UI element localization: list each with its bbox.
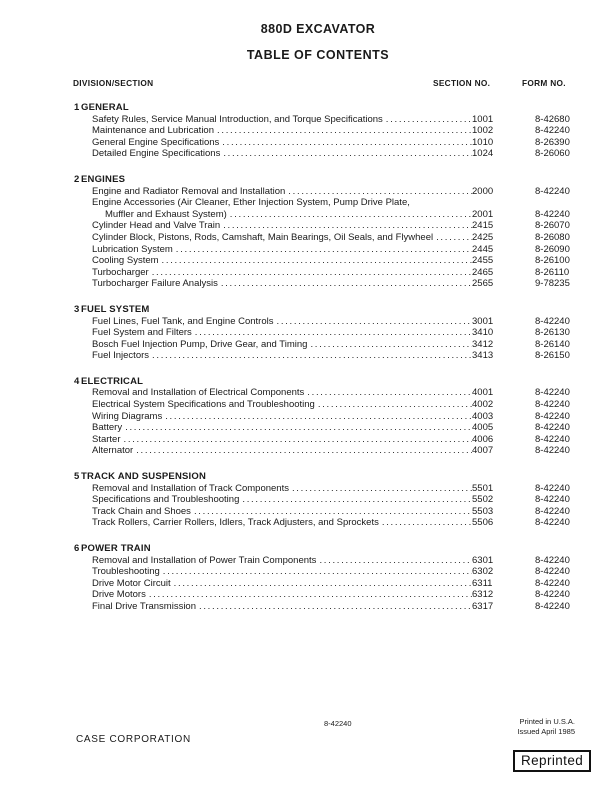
dot-leader [315,399,472,411]
entry-form-no: 8-42240 [535,125,570,137]
entry-form-no: 8-42240 [535,482,570,494]
entry-form-no: 8-42240 [535,410,570,422]
entry-form-no: 8-26090 [535,243,570,255]
division-number: 3 [74,303,80,315]
entry-title: Turbocharger Failure Analysis [92,278,218,290]
entry-title: Safety Rules, Service Manual Introduction, and Torque Specifications [92,113,383,125]
dot-leader [433,232,472,244]
entry-section-no: 4006 [472,433,494,445]
toc-row [63,434,573,446]
toc-row [63,232,573,244]
entry-section-no: 5506 [472,517,494,529]
entry-title: Maintenance and Lubrication [92,125,215,137]
dot-leader [171,578,472,590]
toc-row [63,411,573,423]
toc-row [63,316,573,328]
division-number: 2 [74,173,80,185]
dot-leader [383,114,472,126]
column-header-division: DIVISION/SECTION [73,78,154,88]
entry-section-no: 1024 [472,148,494,160]
dot-leader [160,566,472,578]
dot-leader [192,327,472,339]
entry-form-no: 8-42240 [535,315,570,327]
toc-row [63,601,573,613]
entry-title: Engine Accessories (Air Cleaner, Ether Injection System, Pump Drive Plate, [92,197,410,209]
entry-section-no: 5503 [472,505,494,517]
entry-section-no: 2445 [472,243,494,255]
division-heading [63,174,573,186]
toc-row [63,387,573,399]
entry-form-no: 8-42240 [535,577,570,589]
toc-section-track-suspension [63,471,573,529]
dot-leader [162,411,472,423]
entry-title: Alternator [92,445,134,457]
toc-section-engines [63,174,573,290]
entry-section-no: 5501 [472,482,494,494]
issued-date: Issued April 1985 [517,727,575,736]
entry-title: Starter [92,433,121,445]
division-number: 4 [74,375,80,387]
dot-leader [196,601,472,613]
entry-form-no: 8-42240 [535,494,570,506]
toc-row [63,137,573,149]
entry-title: Electrical System Specifications and Troubleshooting [92,399,315,411]
toc-row [63,494,573,506]
division-title: POWER TRAIN [81,543,151,554]
entry-section-no: 6317 [472,600,494,612]
entry-form-no: 8-42240 [535,589,570,601]
toc-row [63,445,573,457]
toc-section-electrical [63,376,573,457]
dot-leader [121,434,472,446]
entry-form-no: 8-42240 [535,517,570,529]
entry-title: Lubrication System [92,243,173,255]
entry-form-no: 8-42240 [535,208,570,220]
dot-leader [219,137,472,149]
entry-section-no: 6302 [472,566,494,578]
column-header-section-no: SECTION NO. [433,78,491,88]
division-title: ELECTRICAL [81,375,144,387]
entry-title: Cooling System [92,255,159,267]
entry-title-continued: Muffler and Exhaust System) [105,208,227,220]
toc-row [63,278,573,290]
toc-row [63,555,573,567]
page-subtitle: TABLE OF CONTENTS [246,48,390,62]
page-title: 880D EXCAVATOR [260,22,376,36]
division-heading [63,543,573,555]
entry-section-no: 6301 [472,554,494,566]
entry-title: Removal and Installation of Power Train Components [92,554,317,566]
entry-form-no: 8-26150 [535,350,570,362]
entry-section-no: 2001 [472,208,494,220]
entry-title: Bosch Fuel Injection Pump, Drive Gear, and Timing [92,338,308,350]
dot-leader [220,220,472,232]
division-heading [63,304,573,316]
entry-form-no: 8-42240 [535,387,570,399]
entry-section-no: 4001 [472,387,494,399]
dot-leader [289,483,472,495]
toc-row [63,422,573,434]
toc-section-general [63,102,573,160]
entry-form-no: 8-42240 [535,433,570,445]
dot-leader [159,255,472,267]
entry-title: Detailed Engine Specifications [92,148,221,160]
entry-form-no: 8-26070 [535,220,570,232]
entry-section-no: 3001 [472,315,494,327]
entry-title: Track Chain and Shoes [92,505,191,517]
toc-row [63,566,573,578]
toc-row [63,578,573,590]
toc-row [63,483,573,495]
entry-section-no: 4003 [472,410,494,422]
division-title: FUEL SYSTEM [81,303,150,315]
entry-title: Fuel Injectors [92,350,150,362]
toc-section-power-train [63,543,573,613]
entry-form-no: 8-26390 [535,136,570,148]
entry-title: Engine and Radiator Removal and Installation [92,185,286,197]
entry-title: Wiring Diagrams [92,410,163,422]
entry-title: Specifications and Troubleshooting [92,494,240,506]
toc-row [63,506,573,518]
entry-title: Cylinder Block, Pistons, Rods, Camshaft, Main Bearings, Oil Seals, and Flywheel [92,231,434,243]
division-heading [63,471,573,483]
dot-leader [285,186,472,198]
entry-section-no: 4007 [472,445,494,457]
toc-section-fuel-system [63,304,573,362]
entry-form-no: 8-26140 [535,338,570,350]
entry-section-no: 3412 [472,338,494,350]
entry-title: Troubleshooting [92,566,160,578]
toc-row [63,399,573,411]
toc-row [63,186,573,198]
dot-leader [307,339,472,351]
dot-leader [146,589,472,601]
entry-title: Turbocharger [92,266,149,278]
entry-section-no: 1010 [472,136,494,148]
division-title: ENGINES [81,173,126,185]
entry-section-no: 2565 [472,278,494,290]
toc-row-wrapped-line1 [63,197,573,209]
division-title: GENERAL [81,102,129,113]
entry-form-no: 9-78235 [535,278,570,290]
division-heading [63,376,573,388]
dot-leader [227,209,472,221]
dot-leader [274,316,473,328]
entry-title: Removal and Installation of Track Components [92,482,289,494]
toc-row [63,327,573,339]
toc-row [63,339,573,351]
toc-row [63,255,573,267]
division-number: 6 [74,543,80,554]
entry-section-no: 2455 [472,255,494,267]
entry-section-no: 2415 [472,220,494,232]
entry-section-no: 1002 [472,125,494,137]
entry-form-no: 8-42240 [535,445,570,457]
entry-section-no: 2425 [472,231,494,243]
toc-row [63,589,573,601]
entry-form-no: 8-26110 [535,266,570,278]
entry-title: Fuel System and Filters [92,327,192,339]
entry-form-no: 8-26130 [535,327,570,339]
entry-form-no: 8-42240 [535,554,570,566]
reprinted-stamp: Reprinted [513,750,591,772]
toc-row [63,114,573,126]
dot-leader [239,494,472,506]
company-name: CASE CORPORATION [76,734,191,745]
entry-title: Drive Motors [92,589,146,601]
entry-form-no: 8-42240 [535,566,570,578]
entry-form-no: 8-26060 [535,148,570,160]
dot-leader [133,445,472,457]
dot-leader [214,125,472,137]
entry-section-no: 3413 [472,350,494,362]
entry-title: Cylinder Head and Valve Train [92,220,221,232]
entry-section-no: 6312 [472,589,494,601]
entry-title: Fuel Lines, Fuel Tank, and Engine Controls [92,315,274,327]
dot-leader [220,148,472,160]
entry-title: Removal and Installation of Electrical Components [92,387,305,399]
entry-title: Final Drive Transmission [92,600,196,612]
dot-leader [304,387,472,399]
entry-form-no: 8-42240 [535,422,570,434]
toc-row [63,350,573,362]
entry-form-no: 8-26100 [535,255,570,267]
entry-form-no: 8-42240 [535,399,570,411]
entry-section-no: 3410 [472,327,494,339]
dot-leader [191,506,472,518]
toc-row [63,220,573,232]
toc-row [63,125,573,137]
division-title: TRACK AND SUSPENSION [81,471,207,483]
footer-print-info [517,717,575,737]
footer-form-number: 8-42240 [324,719,352,728]
dot-leader [122,422,472,434]
entry-form-no: 8-42680 [535,113,570,125]
entry-section-no: 6311 [472,577,493,589]
dot-leader [149,350,472,362]
toc-row-wrapped-line2 [63,209,573,221]
entry-section-no: 2465 [472,266,494,278]
entry-section-no: 4002 [472,399,494,411]
entry-title: Drive Motor Circuit [92,577,171,589]
entry-section-no: 4005 [472,422,494,434]
column-header-form-no: FORM NO. [522,78,566,88]
entry-section-no: 5502 [472,494,494,506]
toc-row [63,267,573,279]
dot-leader [149,267,472,279]
division-number: 5 [74,471,80,483]
division-heading [63,102,573,114]
entry-form-no: 8-42240 [535,600,570,612]
column-headers [63,78,573,88]
dot-leader [173,244,472,256]
toc-content [63,22,573,613]
division-number: 1 [74,102,80,113]
dot-leader [218,278,472,290]
entry-title: General Engine Specifications [92,136,220,148]
entry-section-no: 2000 [472,185,494,197]
entry-form-no: 8-42240 [535,185,570,197]
dot-leader [316,555,472,567]
entry-section-no: 1001 [472,113,494,125]
entry-form-no: 8-26080 [535,231,570,243]
entry-title: Track Rollers, Carrier Rollers, Idlers, Track Adjusters, and Sprockets [92,517,379,529]
entry-form-no: 8-42240 [535,505,570,517]
toc-row [63,244,573,256]
dot-leader [379,517,472,529]
toc-row [63,148,573,160]
printed-in-usa: Printed in U.S.A. [519,717,575,726]
toc-row [63,517,573,529]
entry-title: Battery [92,422,123,434]
